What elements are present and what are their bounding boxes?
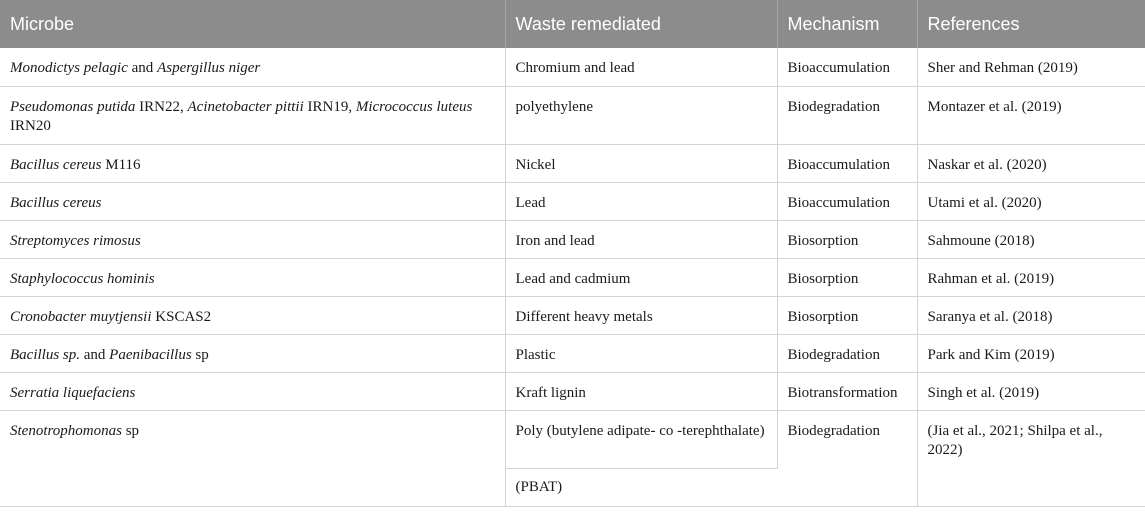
strain-text: and <box>80 346 110 363</box>
mechanism-cell: Bioaccumulation <box>777 48 917 86</box>
reference-cell: Saranya et al. (2018) <box>917 296 1145 334</box>
table-row <box>0 144 1145 182</box>
reference-cell: (Jia et al., 2021; Shilpa et al., 2022) <box>917 410 1145 506</box>
waste-cell: Nickel <box>505 144 777 182</box>
table-row <box>0 410 1145 468</box>
species-name: Staphylococcus hominis <box>10 270 155 287</box>
table-row <box>0 86 1145 144</box>
species-name: Aspergillus niger <box>157 60 261 76</box>
species-name: Serratia liquefaciens <box>10 384 136 401</box>
strain-text: IRN19, <box>303 98 356 115</box>
species-name: Micrococcus luteus <box>355 98 473 115</box>
table-body <box>0 48 1145 506</box>
reference-cell: Naskar et al. (2020) <box>917 144 1145 182</box>
table-row <box>0 258 1145 296</box>
table-header <box>0 0 1145 48</box>
mechanism-cell: Bioaccumulation <box>777 182 917 220</box>
reference-cell: Singh et al. (2019) <box>917 372 1145 410</box>
strain-text: M116 <box>101 156 141 173</box>
waste-cell: Chromium and lead <box>505 48 777 86</box>
strain-text: and <box>127 60 158 76</box>
microbe-cell <box>0 144 505 182</box>
table-row <box>0 296 1145 334</box>
strain-text: sp <box>121 422 140 439</box>
strain-text: KSCAS2 <box>151 308 212 325</box>
header-mechanism: Mechanism <box>777 0 917 48</box>
table-row <box>0 182 1145 220</box>
species-name: Stenotrophomonas <box>10 422 122 439</box>
mechanism-cell: Biotransformation <box>777 372 917 410</box>
reference-cell: Utami et al. (2020) <box>917 182 1145 220</box>
strain-text: IRN20 <box>10 117 51 134</box>
strain-text: IRN22, <box>135 98 188 115</box>
waste-cell: Lead and cadmium <box>505 258 777 296</box>
microbe-cell <box>0 182 505 220</box>
waste-cell: Different heavy metals <box>505 296 777 334</box>
microbe-cell <box>0 86 505 144</box>
species-name: Streptomyces rimosus <box>10 232 141 249</box>
mechanism-cell: Biosorption <box>777 258 917 296</box>
mechanism-cell: Biodegradation <box>777 334 917 372</box>
mechanism-cell: Biosorption <box>777 220 917 258</box>
reference-cell: Montazer et al. (2019) <box>917 86 1145 144</box>
table-row <box>0 372 1145 410</box>
microbe-cell <box>0 258 505 296</box>
table-row <box>0 334 1145 372</box>
mechanism-cell: Biosorption <box>777 296 917 334</box>
waste-cell: Plastic <box>505 334 777 372</box>
species-name: Cronobacter muytjensii <box>10 308 152 325</box>
reference-cell: Sher and Rehman (2019) <box>917 48 1145 86</box>
species-name: Paenibacillus <box>109 346 192 363</box>
waste-cell: Iron and lead <box>505 220 777 258</box>
species-name: Bacillus cereus <box>10 194 102 211</box>
waste-cell-continuation: (PBAT) <box>505 468 777 506</box>
microbe-cell <box>0 220 505 258</box>
reference-cell: Park and Kim (2019) <box>917 334 1145 372</box>
mechanism-cell: Biodegradation <box>777 86 917 144</box>
waste-cell: Poly (butylene adipate- co -terephthalate) <box>505 410 777 468</box>
species-name: Bacillus sp. <box>10 346 80 363</box>
header-row <box>0 0 1145 48</box>
waste-cell: Lead <box>505 182 777 220</box>
mechanism-cell: Biodegradation <box>777 410 917 506</box>
microbe-cell <box>0 48 505 86</box>
microbe-cell <box>0 372 505 410</box>
species-name: Acinetobacter pittii <box>187 98 304 115</box>
species-name: Bacillus cereus <box>10 156 102 173</box>
microbe-cell <box>0 410 505 506</box>
reference-cell: Rahman et al. (2019) <box>917 258 1145 296</box>
header-waste-remediated: Waste remediated <box>505 0 777 48</box>
species-name: Monodictys pelagic <box>10 60 128 76</box>
species-name: Pseudomonas putida <box>10 98 136 115</box>
table-row <box>0 48 1145 86</box>
strain-text: sp <box>191 346 209 363</box>
waste-cell: polyethylene <box>505 86 777 144</box>
microbe-cell <box>0 334 505 372</box>
header-references: References <box>917 0 1145 48</box>
mechanism-cell: Bioaccumulation <box>777 144 917 182</box>
microbe-cell <box>0 296 505 334</box>
header-microbe: Microbe <box>0 0 505 48</box>
reference-cell: Sahmoune (2018) <box>917 220 1145 258</box>
table-row <box>0 220 1145 258</box>
waste-cell: Kraft lignin <box>505 372 777 410</box>
